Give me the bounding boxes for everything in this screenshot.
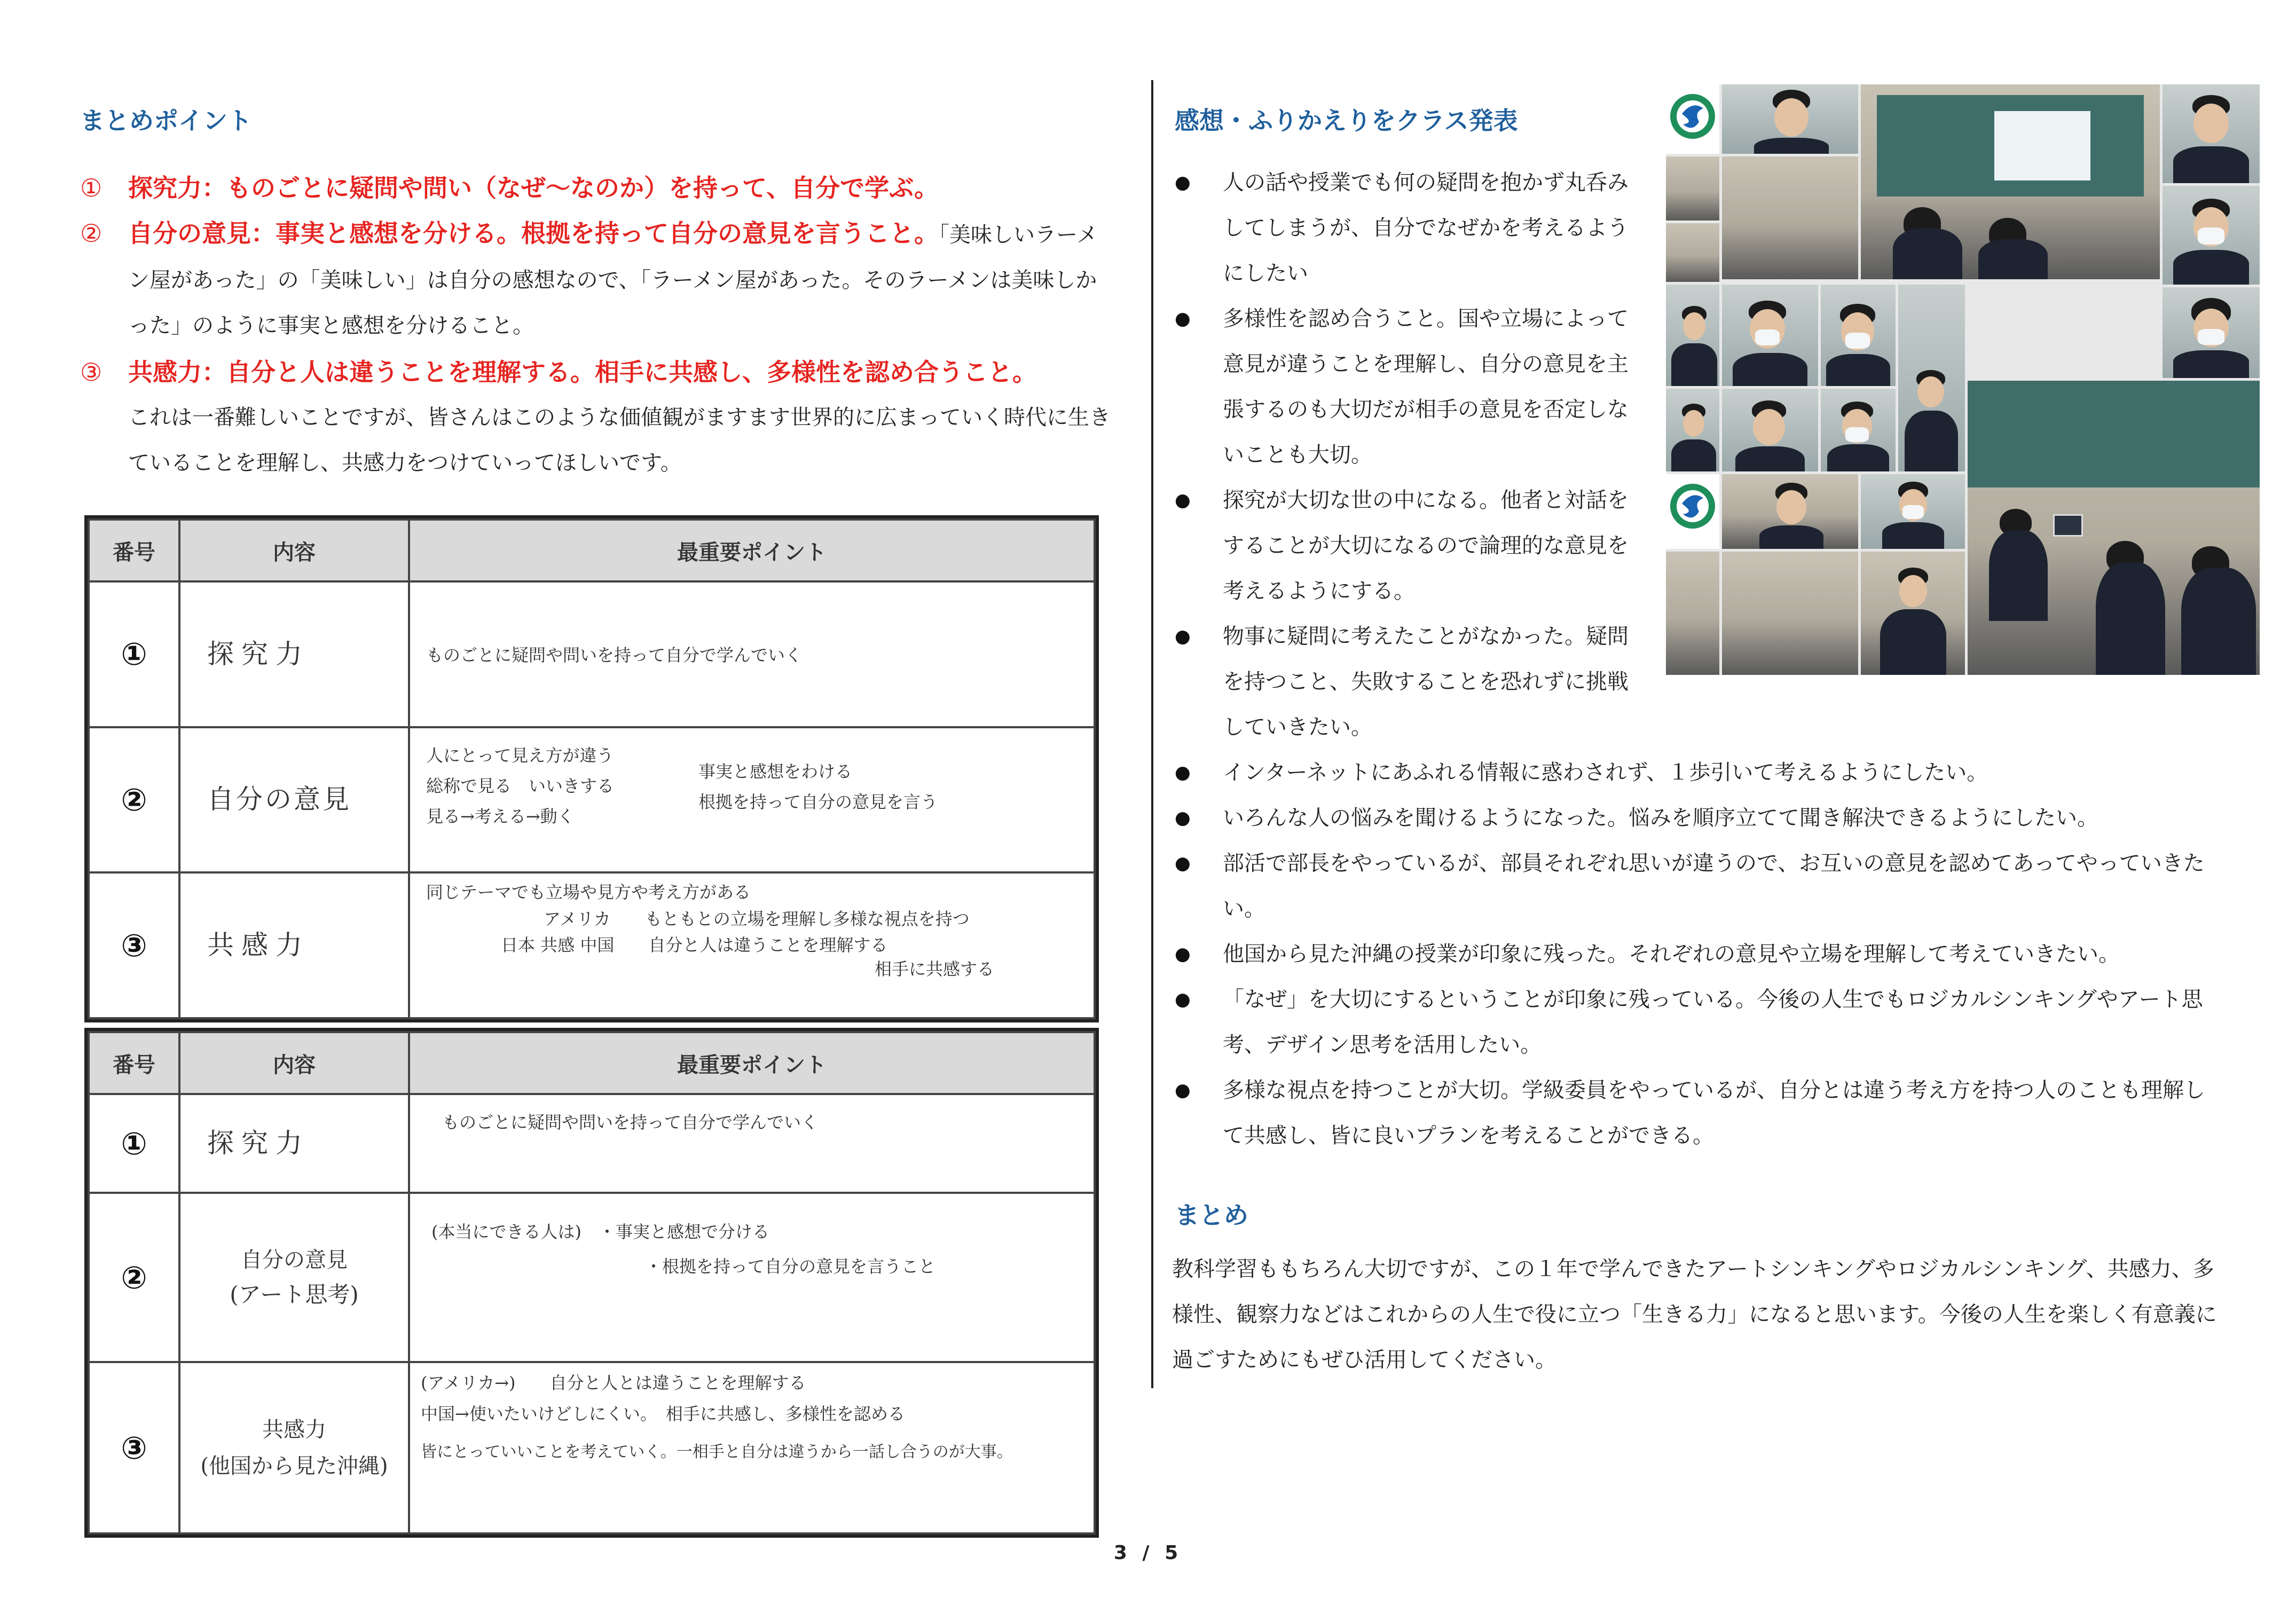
video-tile xyxy=(1821,285,1896,386)
video-tile xyxy=(1666,156,1719,221)
point-number: ② xyxy=(80,219,103,248)
point-number: ③ xyxy=(80,358,103,387)
row-point-line: 事実と感想をわける xyxy=(698,761,853,782)
video-tile xyxy=(2163,186,2260,285)
video-tile xyxy=(1722,552,1858,675)
class-photo-collage xyxy=(1666,84,2260,675)
row-content: 探究力 xyxy=(207,638,310,670)
point-heading: 共感力：自分と人は違うことを理解する。相手に共感し、多様性を認め合うこと。 xyxy=(128,358,1037,387)
row-point-line: 同じテーマでも立場や見方や考え方がある xyxy=(426,882,751,903)
row-point-line: 総称で見る いいきする xyxy=(426,775,615,796)
row-content-sub: (他国から見た沖縄) xyxy=(200,1453,388,1478)
column-divider xyxy=(1151,80,1153,1388)
classroom-photo xyxy=(1861,84,2160,279)
row-content: 共感力 xyxy=(262,1417,326,1442)
row-content: 自分の意見 xyxy=(207,784,351,815)
list-item: ● 探究が大切な世の中になる。他者と対話をすることが大切になるので論理的な意見を考えるようにする。 xyxy=(1169,478,1645,614)
point-number: ① xyxy=(80,174,103,202)
video-tile xyxy=(2163,84,2260,183)
row-content: 共感力 xyxy=(207,929,310,961)
table-row xyxy=(89,727,1095,873)
row-point-line: (本当にできる人は) ・事実と感想で分ける xyxy=(431,1222,769,1242)
reflection-list-wide xyxy=(1169,750,2216,1159)
header-content: 内容 xyxy=(179,1032,409,1094)
table-row xyxy=(89,1362,1095,1533)
list-item: ● 「なぜ」を大切にするということが印象に残っている。今後の人生でもロジカルシンキングやアート思考、デザイン思考を活用したい。 xyxy=(1169,977,2216,1068)
header-key-point: 最重要ポイント xyxy=(409,520,1095,581)
video-tile xyxy=(1722,156,1858,279)
row-point-line: 根拠を持って自分の意見を言う xyxy=(698,791,938,812)
summary-point-3 xyxy=(80,350,1116,397)
school-logo-icon xyxy=(1666,84,1719,154)
row-point-line: 皆にとっていいことを考えていく。一相手と自分は違うから一話し合うのが大事。 xyxy=(421,1442,1013,1461)
classroom-photo xyxy=(1968,381,2260,675)
row-number: ① xyxy=(89,1094,179,1193)
header-number: 番号 xyxy=(89,1032,179,1094)
table-row xyxy=(89,1193,1095,1362)
reflection-list-narrow xyxy=(1169,160,1645,750)
row-content: 探究力 xyxy=(207,1127,310,1159)
video-tile xyxy=(1666,223,1719,282)
summary-text: 教科学習ももちろん大切ですが、この１年で学んできたアートシンキングやロジカルシンキング、共感力、多様性、観察力などはこれからの人生で役に立つ「生きる力」になると思います。今後の人生を楽しく有意義に過ごすためにもぜひ活用してください。 xyxy=(1172,1257,2217,1372)
point-closing-text: これは一番難しいことですが、皆さんはこのような価値観がますます世界的に広まっていく時代に生きていることを理解し、共感力をつけていってほしいです。 xyxy=(128,405,1111,475)
header-number: 番号 xyxy=(89,520,179,581)
summary-point-1 xyxy=(80,166,1116,213)
row-content: 自分の意見 xyxy=(241,1247,348,1272)
list-item: ● 物事に疑問に考えたことがなかった。疑問を持つこと、失敗することを恐れずに挑戦していきたい。 xyxy=(1169,614,1645,750)
list-item: ● 多様な視点を持つことが大切。学級委員をやっているが、自分とは違う考え方を持つ人のことも理解して共感し、皆に良いプランを考えることができる。 xyxy=(1169,1068,2216,1159)
row-point-line: ものごとに疑問や問いを持って自分で学んでいく xyxy=(442,1112,819,1132)
video-tile xyxy=(1898,285,1965,471)
video-tile xyxy=(1821,389,1896,471)
video-tile xyxy=(1666,285,1719,386)
table-row xyxy=(89,872,1095,1018)
list-item: ● 多様性を認め合うこと。国や立場によって意見が違うことを理解し、自分の意見を主張するのも大切だが相手の意見を否定しないことも大切。 xyxy=(1169,296,1645,478)
row-number: ② xyxy=(89,727,179,873)
row-point-line: ものごとに疑問や問いを持って自分で学んでいく xyxy=(426,645,803,666)
worksheet-scan-2 xyxy=(84,1028,1099,1538)
worksheet-scan-1 xyxy=(84,515,1099,1022)
school-logo-icon xyxy=(1666,474,1719,549)
point-heading: 自分の意見：事実と感想を分ける。根拠を持って自分の意見を言うこと。 xyxy=(128,219,939,248)
row-point-line: アメリカ もともとの立場を理解し多様な視点を持つ xyxy=(544,908,970,929)
row-point-line: 人にとって見え方が違う xyxy=(426,745,614,766)
video-tile xyxy=(1722,84,1858,154)
row-point-line: 相手に共感する xyxy=(875,958,995,979)
table-row xyxy=(89,1094,1095,1193)
right-section-title: 感想・ふりかえりをクラス発表 xyxy=(1175,106,1518,135)
row-number: ③ xyxy=(89,1362,179,1533)
video-tile xyxy=(1722,285,1818,386)
header-key-point: 最重要ポイント xyxy=(409,1032,1095,1094)
row-point-line: (アメリカ→) 自分と人とは違うことを理解する xyxy=(421,1373,806,1394)
list-item: ● インターネットにあふれる情報に惑わされず、１歩引いて考えるようにしたい。 xyxy=(1169,750,2216,796)
row-content-sub: (アート思考) xyxy=(230,1281,359,1308)
left-section-title: まとめポイント xyxy=(80,106,252,135)
video-tile xyxy=(2163,287,2260,378)
video-tile xyxy=(1722,389,1818,471)
row-point-line: ・根拠を持って自分の意見を言うこと xyxy=(645,1256,936,1277)
summary-title: まとめ xyxy=(1175,1201,1248,1230)
video-tile xyxy=(1722,474,1858,549)
row-point-line: 日本 共感 中国 自分と人は違うことを理解する xyxy=(501,934,888,955)
video-tile xyxy=(1861,552,1965,675)
point-body: 「美味しいラーメン屋があった」の「美味しい」は自分の感想なので、「ラーメン屋があった。そのラーメンは美味しかった」のように事実と感想を分けること。 xyxy=(128,223,1098,338)
row-point-line: 中国→使いたいけどしにくい。 相手に共感し、多様性を認める xyxy=(421,1403,905,1424)
row-point-line: 見る→考える→動く xyxy=(426,806,575,827)
video-tile xyxy=(1666,389,1719,471)
summary-point-2 xyxy=(80,211,1116,349)
page-number: 3 / 5 xyxy=(1113,1542,1183,1564)
table-row xyxy=(89,581,1095,727)
list-item: ● 人の話や授業でも何の疑問を抱かず丸呑みしてしまうが、自分でなぜかを考えるようにしたい xyxy=(1169,160,1645,296)
list-item: ● いろんな人の悩みを聞けるようになった。悩みを順序立てて聞き解決できるようにしたい。 xyxy=(1169,796,2216,841)
row-number: ① xyxy=(89,581,179,727)
video-tile xyxy=(1861,474,1965,549)
list-item: ● 他国から見た沖縄の授業が印象に残った。それぞれの意見や立場を理解して考えていきたい。 xyxy=(1169,932,2216,977)
row-number: ② xyxy=(89,1193,179,1362)
header-content: 内容 xyxy=(179,520,409,581)
video-tile xyxy=(1666,552,1719,675)
point-heading: 探究力：ものごとに疑問や問い（なぜ〜なのか）を持って、自分で学ぶ。 xyxy=(128,174,939,202)
list-item: ● 部活で部長をやっているが、部員それぞれ思いが違うので、お互いの意見を認めてあってやっていきたい。 xyxy=(1169,841,2216,932)
row-number: ③ xyxy=(89,872,179,1018)
